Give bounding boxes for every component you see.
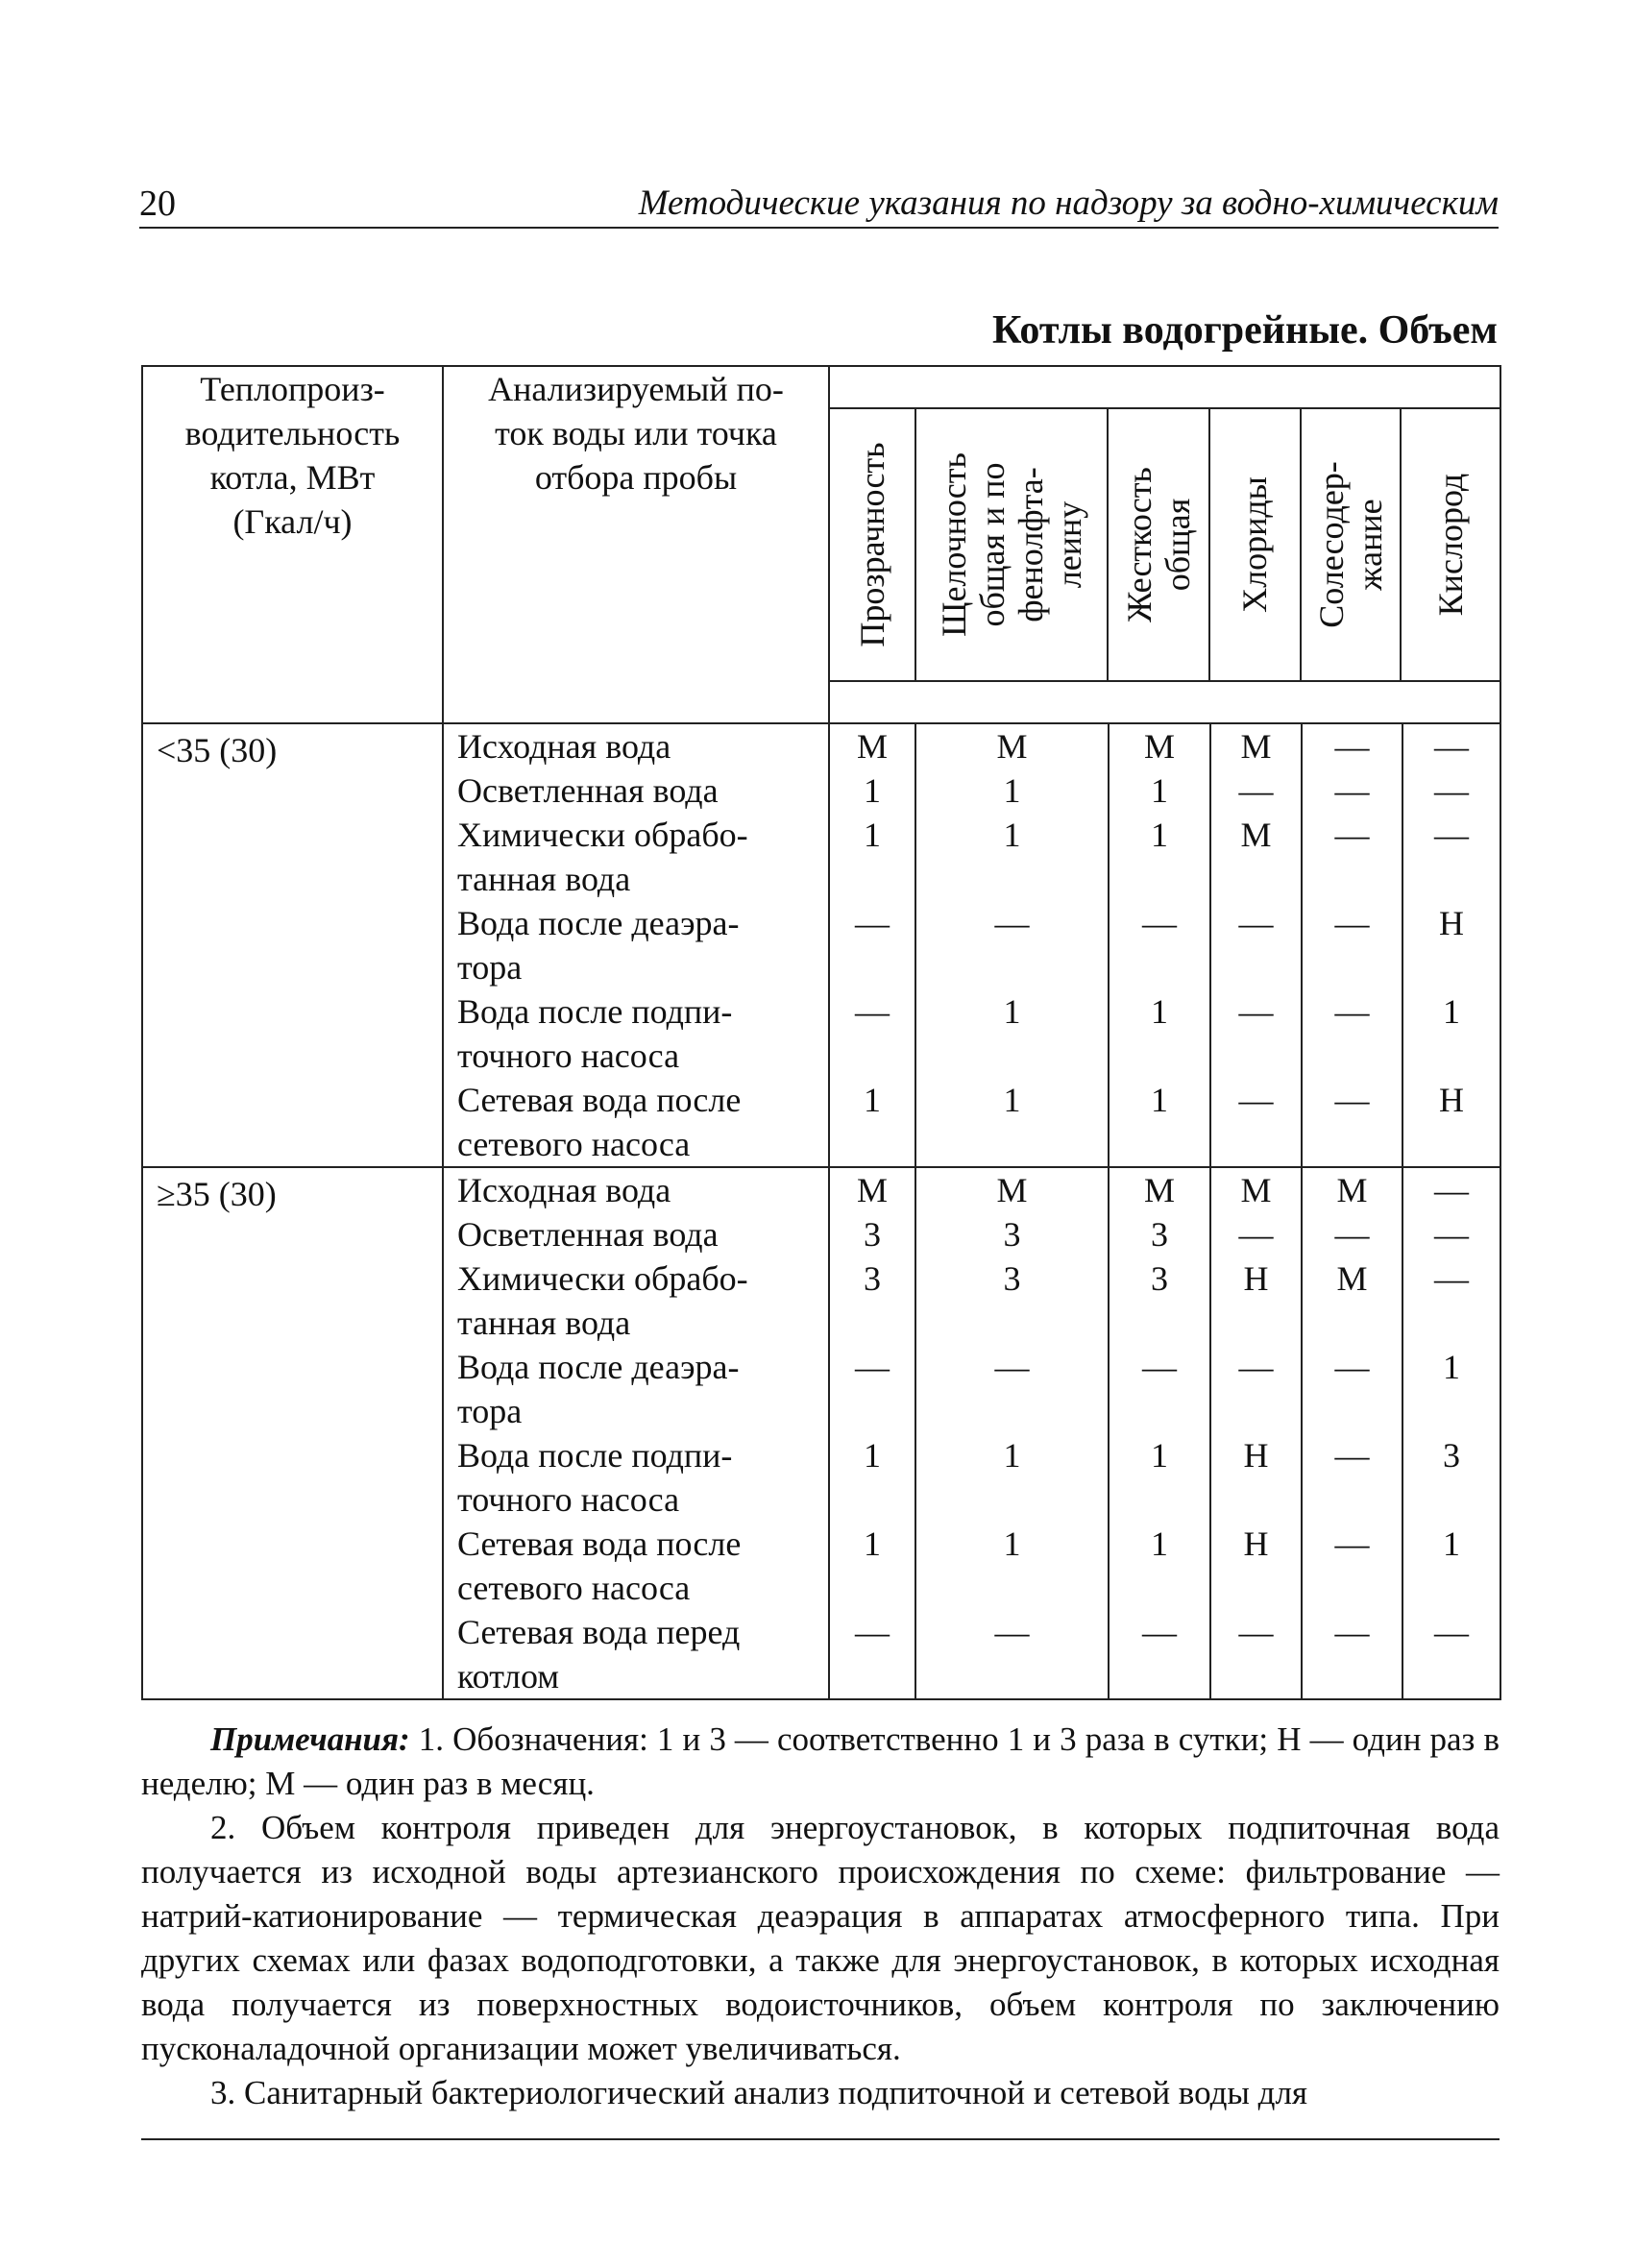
value-column-0 <box>829 723 915 1167</box>
table-cell-value: — <box>1238 1613 1274 1651</box>
table-cell-value: 1 <box>1003 816 1021 854</box>
indicator-header-0 <box>830 409 916 680</box>
table-cell-value: — <box>1334 771 1370 810</box>
table-group-row <box>142 1167 1500 1699</box>
table-cell-value: — <box>1434 771 1470 810</box>
table-cell-value: М <box>996 1171 1028 1209</box>
value-column-1 <box>915 723 1109 1167</box>
table-cell-value: М <box>1143 727 1175 766</box>
sample-point-line: Химически обрабо- <box>457 1259 748 1298</box>
header-indicators <box>829 366 1500 723</box>
value-column-3 <box>1210 723 1302 1167</box>
sample-point-line: Исходная вода <box>457 727 671 766</box>
indicator-header-4 <box>1302 409 1402 680</box>
bottom-rule <box>141 2138 1500 2140</box>
header-boiler-power: Теплопроиз- водительность котла, МВт (Гкал/ч) <box>142 366 443 723</box>
table-cell-value: 1 <box>864 771 881 810</box>
sample-point-line: Осветленная вода <box>457 1215 719 1254</box>
table-cell-value: М <box>856 727 888 766</box>
sample-point-line: танная вода <box>457 860 631 898</box>
table-cell-value: — <box>1334 1436 1370 1475</box>
table-cell-value: — <box>1238 771 1274 810</box>
indicator-label-line: Кислород <box>1431 473 1471 617</box>
boiler-power-cell: ≥35 (30) <box>142 1167 443 1699</box>
indicator-label-line: Жесткость <box>1120 467 1159 622</box>
table-cell-value: — <box>1334 904 1370 942</box>
table-cell-value: — <box>855 1613 890 1651</box>
table-cell-value: — <box>855 992 890 1031</box>
sample-point-line: Сетевая вода после <box>457 1524 742 1563</box>
sample-point-line: Вода после деаэра- <box>457 1348 740 1386</box>
table-cell-value: — <box>1434 1215 1470 1254</box>
table-cell-value: М <box>856 1171 888 1209</box>
table-cell-value: — <box>1238 1215 1274 1254</box>
indicator-header-5 <box>1402 409 1500 680</box>
value-column-2 <box>1109 723 1210 1167</box>
table-cell-value: 1 <box>1003 1436 1021 1475</box>
indicator-label-line: леину <box>1049 500 1088 589</box>
table-cell-value: 1 <box>864 1436 881 1475</box>
table-cell-value: М <box>1336 1259 1368 1298</box>
indicator-label-line: фенолфта- <box>1011 467 1050 622</box>
value-column-3 <box>1210 1167 1302 1699</box>
notes-section <box>141 1718 1500 2115</box>
table-cell-value: 1 <box>864 1524 881 1563</box>
table-cell-value: — <box>1238 904 1274 942</box>
sample-point-line: точного насоса <box>457 1036 680 1075</box>
table-cell-value: М <box>1336 1171 1368 1209</box>
table-cell-value: 1 <box>1443 1524 1461 1563</box>
table-cell-value: Н <box>1439 904 1465 942</box>
table-cell-value: — <box>1238 1081 1274 1119</box>
sample-point-line: сетевого насоса <box>457 1569 691 1607</box>
note-2: 2. Объем контроля приведен для энергоустановок, в которых подпиточная вода получается из исходной воды артезианского происхождения по схеме: фильтрование — натрий-катионирование — термическая деаэрация в аппаратах атмосферного типа. При других схемах или фазах водоподготовки, а также для энергоустановок, в которых исходная вода получается из поверхностных водоисточников, объем контроля по заключению пусконаладочной организации может увеличиваться. <box>141 1809 1500 2067</box>
table-cell-value: 1 <box>1151 816 1168 854</box>
indicator-label-line: Щелочность <box>934 452 973 637</box>
table-cell-value: — <box>1434 727 1470 766</box>
table-cell-value: 3 <box>1151 1259 1168 1298</box>
table-cell-value: Н <box>1439 1081 1465 1119</box>
indicator-label-line: Солесодер- <box>1311 461 1351 628</box>
table-cell-value: — <box>1434 1171 1470 1209</box>
indicator-label-line: общая <box>1158 498 1198 592</box>
value-column-2 <box>1109 1167 1210 1699</box>
table-cell-value: — <box>1334 1081 1370 1119</box>
boiler-power-cell: <35 (30) <box>142 723 443 1167</box>
table-cell-value: М <box>1240 816 1272 854</box>
sample-point-line: Сетевая вода после <box>457 1081 742 1119</box>
sample-point-line: танная вода <box>457 1304 631 1342</box>
value-column-5 <box>1402 1167 1500 1699</box>
sample-point-line: Сетевая вода перед <box>457 1613 741 1651</box>
sample-point-line: котлом <box>457 1657 560 1695</box>
indicator-header-3 <box>1210 409 1302 680</box>
table-cell-value: 1 <box>1151 771 1168 810</box>
table-cell-value: — <box>1334 727 1370 766</box>
sample-point-line: Исходная вода <box>457 1171 671 1209</box>
table-cell-value: 3 <box>1443 1436 1461 1475</box>
sample-point-cell <box>443 1167 829 1699</box>
table-cell-value: 1 <box>864 816 881 854</box>
sample-point-line: сетевого насоса <box>457 1125 691 1163</box>
table-caption: Котлы водогрейные. Объем <box>992 308 1498 353</box>
table-cell-value: 1 <box>1151 1436 1168 1475</box>
running-title: Методические указания по надзору за водно-химическим <box>638 183 1499 223</box>
table-cell-value: 1 <box>1003 992 1021 1031</box>
table-cell-value: — <box>994 904 1030 942</box>
table-cell-value: — <box>1434 1259 1470 1298</box>
table-cell-value: 1 <box>1003 1524 1021 1563</box>
notes-label: Примечания: <box>210 1720 410 1758</box>
sample-point-line: Вода после подпи- <box>457 1436 733 1475</box>
value-column-0 <box>829 1167 915 1699</box>
table-cell-value: — <box>1334 816 1370 854</box>
indicator-label-line: Хлориды <box>1235 476 1275 613</box>
table-cell-value: 1 <box>1151 992 1168 1031</box>
table-cell-value: — <box>1434 1613 1470 1651</box>
table-cell-value: М <box>1240 1171 1272 1209</box>
table-cell-value: М <box>996 727 1028 766</box>
page-number: 20 <box>139 183 176 224</box>
indicator-label-line: жание <box>1350 499 1389 591</box>
table-cell-value: 3 <box>864 1215 881 1254</box>
note-3: 3. Санитарный бактериологический анализ подпиточной и сетевой воды для <box>210 2074 1308 2111</box>
sample-point-line: Вода после деаэра- <box>457 904 740 942</box>
header-sample-point: Анализируемый по- ток воды или точка отбора пробы <box>443 366 829 723</box>
sample-point-line: тора <box>457 948 523 987</box>
table-cell-value: — <box>855 904 890 942</box>
table-cell-value: 1 <box>1003 1081 1021 1119</box>
table-cell-value: — <box>1334 1524 1370 1563</box>
sample-point-line: Вода после подпи- <box>457 992 733 1031</box>
table-cell-value: 1 <box>864 1081 881 1119</box>
table-group-row <box>142 723 1500 1167</box>
sample-point-line: Осветленная вода <box>457 771 719 810</box>
table-cell-value: 3 <box>864 1259 881 1298</box>
sample-point-cell <box>443 723 829 1167</box>
table-cell-value: — <box>994 1348 1030 1386</box>
table-cell-value: 3 <box>1003 1215 1021 1254</box>
table-cell-value: — <box>1334 1613 1370 1651</box>
table-cell-value: — <box>1334 992 1370 1031</box>
indicator-header-1 <box>916 409 1109 680</box>
table-cell-value: 3 <box>1151 1215 1168 1254</box>
table-cell-value: — <box>1238 992 1274 1031</box>
table-cell-value: Н <box>1243 1436 1269 1475</box>
sample-point-line: тора <box>457 1392 523 1430</box>
value-column-5 <box>1402 723 1500 1167</box>
indicator-header-2 <box>1109 409 1210 680</box>
table-cell-value: 1 <box>1443 1348 1461 1386</box>
table-cell-value: 1 <box>1003 771 1021 810</box>
table-cell-value: — <box>1334 1348 1370 1386</box>
table-cell-value: — <box>1334 1215 1370 1254</box>
sample-point-line: Химически обрабо- <box>457 816 748 854</box>
table-cell-value: — <box>1238 1348 1274 1386</box>
table-cell-value: Н <box>1243 1524 1269 1563</box>
table-cell-value: — <box>1142 1348 1177 1386</box>
indicator-label-line: общая и по <box>972 462 1012 627</box>
table-cell-value: 3 <box>1003 1259 1021 1298</box>
table-cell-value: 1 <box>1443 992 1461 1031</box>
table-cell-value: — <box>994 1613 1030 1651</box>
table-cell-value: — <box>1434 816 1470 854</box>
table-cell-value: — <box>1142 1613 1177 1651</box>
table-cell-value: Н <box>1243 1259 1269 1298</box>
value-column-1 <box>915 1167 1109 1699</box>
value-column-4 <box>1302 1167 1402 1699</box>
table-cell-value: 1 <box>1151 1524 1168 1563</box>
table-cell-value: М <box>1143 1171 1175 1209</box>
table-cell-value: — <box>1142 904 1177 942</box>
page-header <box>139 179 1499 229</box>
sample-point-line: точного насоса <box>457 1480 680 1519</box>
value-column-4 <box>1302 723 1402 1167</box>
indicator-label-line: Прозрачность <box>852 442 891 647</box>
table-cell-value: М <box>1240 727 1272 766</box>
table-cell-value: 1 <box>1151 1081 1168 1119</box>
control-volume-table <box>141 365 1501 1700</box>
table-cell-value: — <box>855 1348 890 1386</box>
note-1: Примечания: 1. Обозначения: 1 и 3 — соответственно 1 и 3 раза в сутки; Н — один раз в неделю; М — один раз в месяц. <box>141 1720 1500 1802</box>
